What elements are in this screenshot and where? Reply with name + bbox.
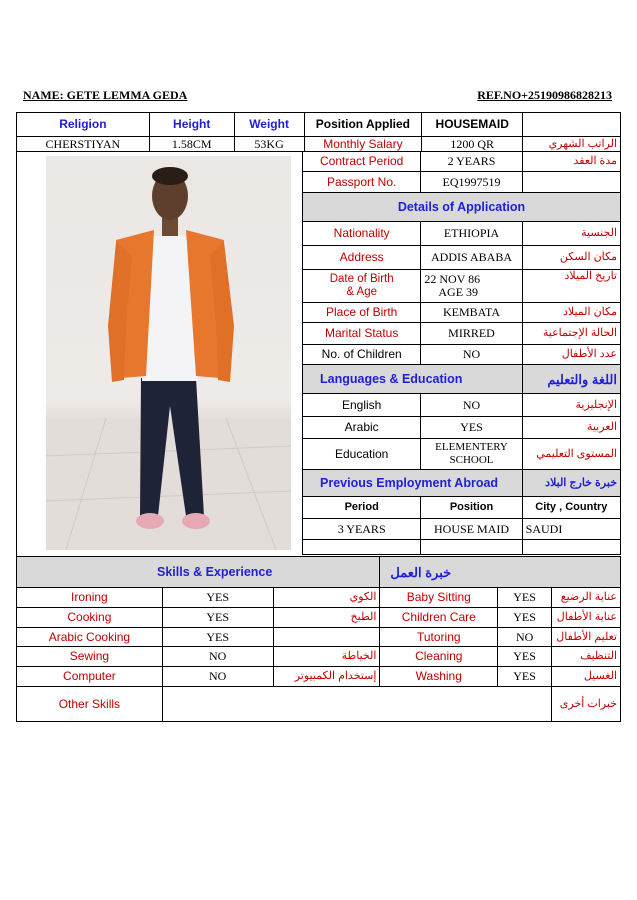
other-skills-arabic: خبرات أخرى — [552, 687, 621, 722]
application-details-table — [302, 151, 621, 555]
skill-arabic — [273, 628, 380, 647]
education-line1: ELEMENTERY — [435, 441, 508, 453]
details-heading: Details of Application — [303, 193, 621, 222]
skill-row — [17, 667, 621, 687]
nationality-label: Nationality — [303, 222, 421, 246]
education-value — [421, 439, 522, 470]
position-applied-label: Position Applied — [304, 113, 422, 137]
children-label: No. of Children — [303, 345, 421, 365]
employment-heading-arabic: خبرة خارج البلاد — [522, 470, 620, 497]
skills-table — [16, 556, 621, 722]
skill-arabic: الكوي — [273, 588, 380, 608]
skill-arabic: عناية الرضيع — [552, 588, 621, 608]
skill-arabic: الخياطة — [273, 647, 380, 667]
contract-period-value: 2 YEARS — [421, 152, 522, 172]
skill-label: Computer — [17, 667, 163, 687]
skill-arabic: تعليم الأطفال — [552, 628, 621, 647]
address-value: ADDIS ABABA — [421, 246, 522, 270]
skill-arabic: عناية الأطفال — [552, 608, 621, 628]
monthly-salary-arabic: الراتب الشهري — [523, 137, 621, 152]
contract-period-label: Contract Period — [303, 152, 421, 172]
skill-label: Cooking — [17, 608, 163, 628]
skill-label: Sewing — [17, 647, 163, 667]
skills-heading-arabic: خبرة العمل — [380, 557, 621, 588]
summary-table — [16, 112, 621, 152]
education-line2: SCHOOL — [449, 454, 494, 466]
address-arabic: مكان السكن — [522, 246, 620, 270]
arabic-label: Arabic — [303, 417, 421, 439]
monthly-salary-label: Monthly Salary — [304, 137, 422, 152]
height-label: Height — [149, 113, 234, 137]
education-label: Education — [303, 439, 421, 470]
skill-value: NO — [498, 628, 552, 647]
weight-label: Weight — [234, 113, 304, 137]
skill-label: Children Care — [380, 608, 498, 628]
position-label: Position — [421, 497, 522, 519]
contract-period-arabic: مدة العقد — [522, 152, 620, 172]
dob-arabic: تاريخ الميلاد — [522, 270, 620, 303]
passport-value: EQ1997519 — [421, 172, 522, 193]
skill-value: YES — [498, 588, 552, 608]
skill-label: Arabic Cooking — [17, 628, 163, 647]
employment-heading: Previous Employment Abroad — [303, 470, 523, 497]
skill-row — [17, 647, 621, 667]
address-label: Address — [303, 246, 421, 270]
applicant-photo — [46, 156, 291, 550]
skill-arabic: الغسيل — [552, 667, 621, 687]
skill-label: Cleaning — [380, 647, 498, 667]
photo-top-border — [16, 151, 302, 152]
skill-arabic: التنظيف — [552, 647, 621, 667]
nationality-value: ETHIOPIA — [421, 222, 522, 246]
skill-value: YES — [162, 608, 273, 628]
religion-value: CHERSTIYAN — [17, 137, 150, 152]
place-of-birth-arabic: مكان الميلاد — [522, 303, 620, 323]
skill-label: Ironing — [17, 588, 163, 608]
skill-value: YES — [162, 588, 273, 608]
arabic-value: YES — [421, 417, 522, 439]
other-skills-label: Other Skills — [17, 687, 163, 722]
dob-date: 22 NOV 86 — [424, 272, 481, 286]
reference-number: REF.NO+25190986828213 — [477, 88, 612, 102]
skill-value: NO — [162, 647, 273, 667]
skill-row — [17, 628, 621, 647]
skills-heading: Skills & Experience — [17, 557, 380, 588]
english-arabic: الإنجليزية — [522, 394, 620, 417]
period-label: Period — [303, 497, 421, 519]
marital-status-value: MIRRED — [421, 323, 522, 345]
religion-label: Religion — [17, 113, 150, 137]
children-arabic: عدد الأطفال — [522, 345, 620, 365]
skill-value: YES — [498, 667, 552, 687]
location-label: City , Country — [522, 497, 620, 519]
languages-heading: Languages & Education — [303, 365, 523, 394]
skill-row — [17, 588, 621, 608]
marital-status-label: Marital Status — [303, 323, 421, 345]
skill-label: Washing — [380, 667, 498, 687]
skill-value: NO — [162, 667, 273, 687]
other-skills-value — [162, 687, 551, 722]
skill-label: Tutoring — [380, 628, 498, 647]
english-label: English — [303, 394, 421, 417]
dob-value — [421, 270, 522, 303]
height-value: 1.58CM — [149, 137, 234, 152]
position-applied-value: HOUSEMAID — [422, 113, 523, 137]
applicant-name: NAME: GETE LEMMA GEDA — [23, 88, 188, 102]
children-value: NO — [421, 345, 522, 365]
dob-label-line2: & Age — [346, 286, 378, 298]
period-value: 3 YEARS — [303, 519, 421, 540]
skill-arabic: إستخدام الكمبيوتر — [273, 667, 380, 687]
dob-label — [303, 270, 421, 303]
skill-value: YES — [498, 647, 552, 667]
skill-value: YES — [498, 608, 552, 628]
skill-value: YES — [162, 628, 273, 647]
weight-value: 53KG — [234, 137, 304, 152]
languages-heading-arabic: اللغة والتعليم — [522, 365, 620, 394]
english-value: NO — [421, 394, 522, 417]
skill-row — [17, 608, 621, 628]
left-border — [16, 151, 17, 556]
employment-position-value: HOUSE MAID — [421, 519, 522, 540]
nationality-arabic: الجنسية — [522, 222, 620, 246]
passport-label: Passport No. — [303, 172, 421, 193]
arabic-arabic: العربية — [522, 417, 620, 439]
place-of-birth-value: KEMBATA — [421, 303, 522, 323]
education-arabic: المستوى التعليمي — [522, 439, 620, 470]
skill-arabic: الطبخ — [273, 608, 380, 628]
skill-label: Baby Sitting — [380, 588, 498, 608]
monthly-salary-value: 1200 QR — [422, 137, 523, 152]
place-of-birth-label: Place of Birth — [303, 303, 421, 323]
age-value: AGE 39 — [438, 285, 479, 299]
marital-status-arabic: الحالة الإجتماعية — [522, 323, 620, 345]
location-value: SAUDI — [522, 519, 620, 540]
dob-label-line1: Date of Birth — [329, 273, 394, 285]
